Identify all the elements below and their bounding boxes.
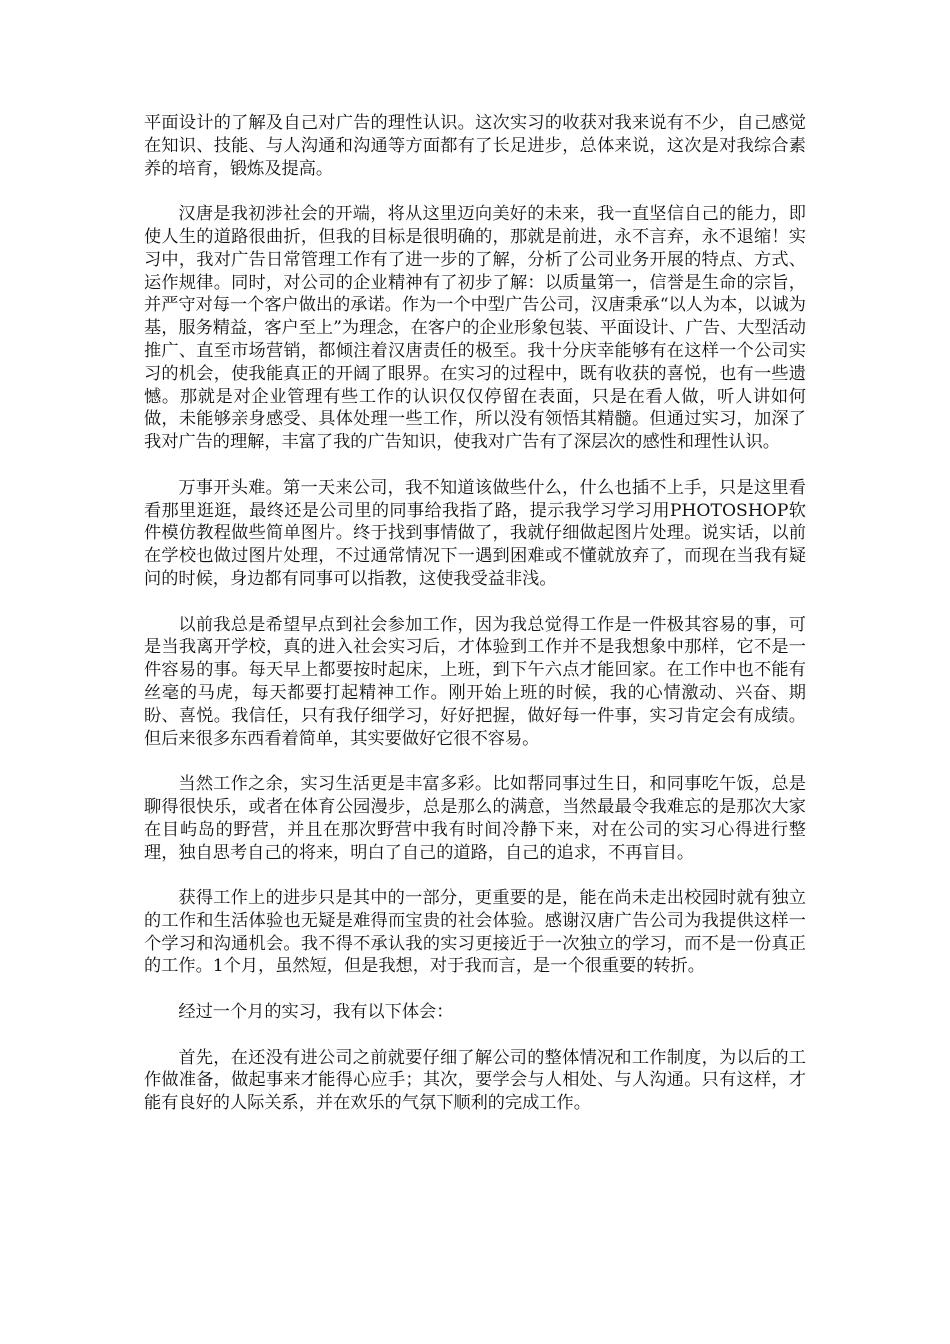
paragraph-6: 获得工作上的进步只是其中的一部分，更重要的是，能在尚未走出校园时就有独立的工作和生活体验也无疑是难得而宝贵的社会体验。感谢汉唐广告公司为我提供这样一个学习和沟通机会。我不得不承认我的实习更接近于一次独立的学习，而不是一份真正的工作。1个月，虽然短，但是我想，对于我而言，是一个很重要的转折。 — [144, 888, 806, 977]
paragraph-8: 首先，在还没有进公司之前就要仔细了解公司的整体情况和工作制度，为以后的工作做准备，做起事来才能得心应手；其次，要学会与人相处、与人沟通。只有这样，才能有良好的人际关系，并在欢乐的气氛下顺利的完成工作。 — [144, 1047, 806, 1114]
paragraph-3: 万事开头难。第一天来公司，我不知道该做些什么，什么也插不上手，只是这里看看那里逛逛，最终还是公司里的同事给我指了路，提示我学习学习用PHOTOSHOP软件模仿教程做些简单图片。终于找到事情做了，我就仔细做起图片处理。说实话，以前在学校也做过图片处理，不过通常情况下一遇到困难或不懂就放弃了，而现在当我有疑问的时候，身边都有同事可以指教，这使我受益非浅。 — [144, 477, 806, 589]
paragraph-7: 经过一个月的实习，我有以下体会： — [178, 1002, 454, 1023]
paragraph-2: 汉唐是我初涉社会的开端，将从这里迈向美好的未来，我一直坚信自己的能力，即使人生的道路很曲折，但我的目标是很明确的，那就是前进，永不言弃，永不退缩！实习中，我对广告日常管理工作有了进一步的了解，分析了公司业务开展的特点、方式、运作规律。同时，对公司的企业精神有了初步了解：以质量第一，信誉是生命的宗旨，并严守对每一个客户做出的承诺。作为一个中型广告公司，汉唐秉承“以人为本，以诚为基，服务精益，客户至上”为理念，在客户的企业形象包装、平面设计、广告、大型活动推广、直至市场营销，都倾注着汉唐责任的极至。我十分庆幸能够有在这样一个公司实习的机会，使我能真正的开阔了眼界。在实习的过程中，既有收获的喜悦，也有一些遗憾。那就是对企业管理有些工作的认识仅仅停留在表面，只是在看人做，听人讲如何做，未能够亲身感受、具体处理一些工作，所以没有领悟其精髓。但通过实习，加深了我对广告的理解，丰富了我的广告知识，使我对广告有了深层次的感性和理性认识。 — [144, 204, 806, 453]
paragraph-4: 以前我总是希望早点到社会参加工作，因为我总觉得工作是一件极其容易的事，可是当我离开学校，真的进入社会实习后，才体验到工作并不是我想象中那样，它不是一件容易的事。每天早上都要按时起床，上班，到下午六点才能回家。在工作中也不能有丝毫的马虎，每天都要打起精神工作。刚开始上班的时候，我的心情激动、兴奋、期盼、喜悦。我信任，只有我仔细学习，好好把握，做好每一件事，实习肯定会有成绩。但后来很多东西看着简单，其实要做好它很不容易。 — [144, 614, 806, 749]
paragraph-1: 平面设计的了解及自己对广告的理性认识。这次实习的收获对我来说有不少，自己感觉在知识、技能、与人沟通和沟通等方面都有了长足进步，总体来说，这次是对我综合素养的培育，锻炼及提高。 — [144, 113, 806, 179]
document-page — [144, 112, 806, 1138]
paragraph-5: 当然工作之余，实习生活更是丰富多彩。比如帮同事过生日，和同事吃午饭，总是聊得很快乐，或者在体育公园漫步，总是那么的满意，当然最最令我难忘的是那次大家在目屿岛的野营，并且在那次野营中我有时间冷静下来，对在公司的实习心得进行整理，独自思考自己的将来，明白了自己的道路，自己的追求，不再盲目。 — [144, 774, 806, 863]
